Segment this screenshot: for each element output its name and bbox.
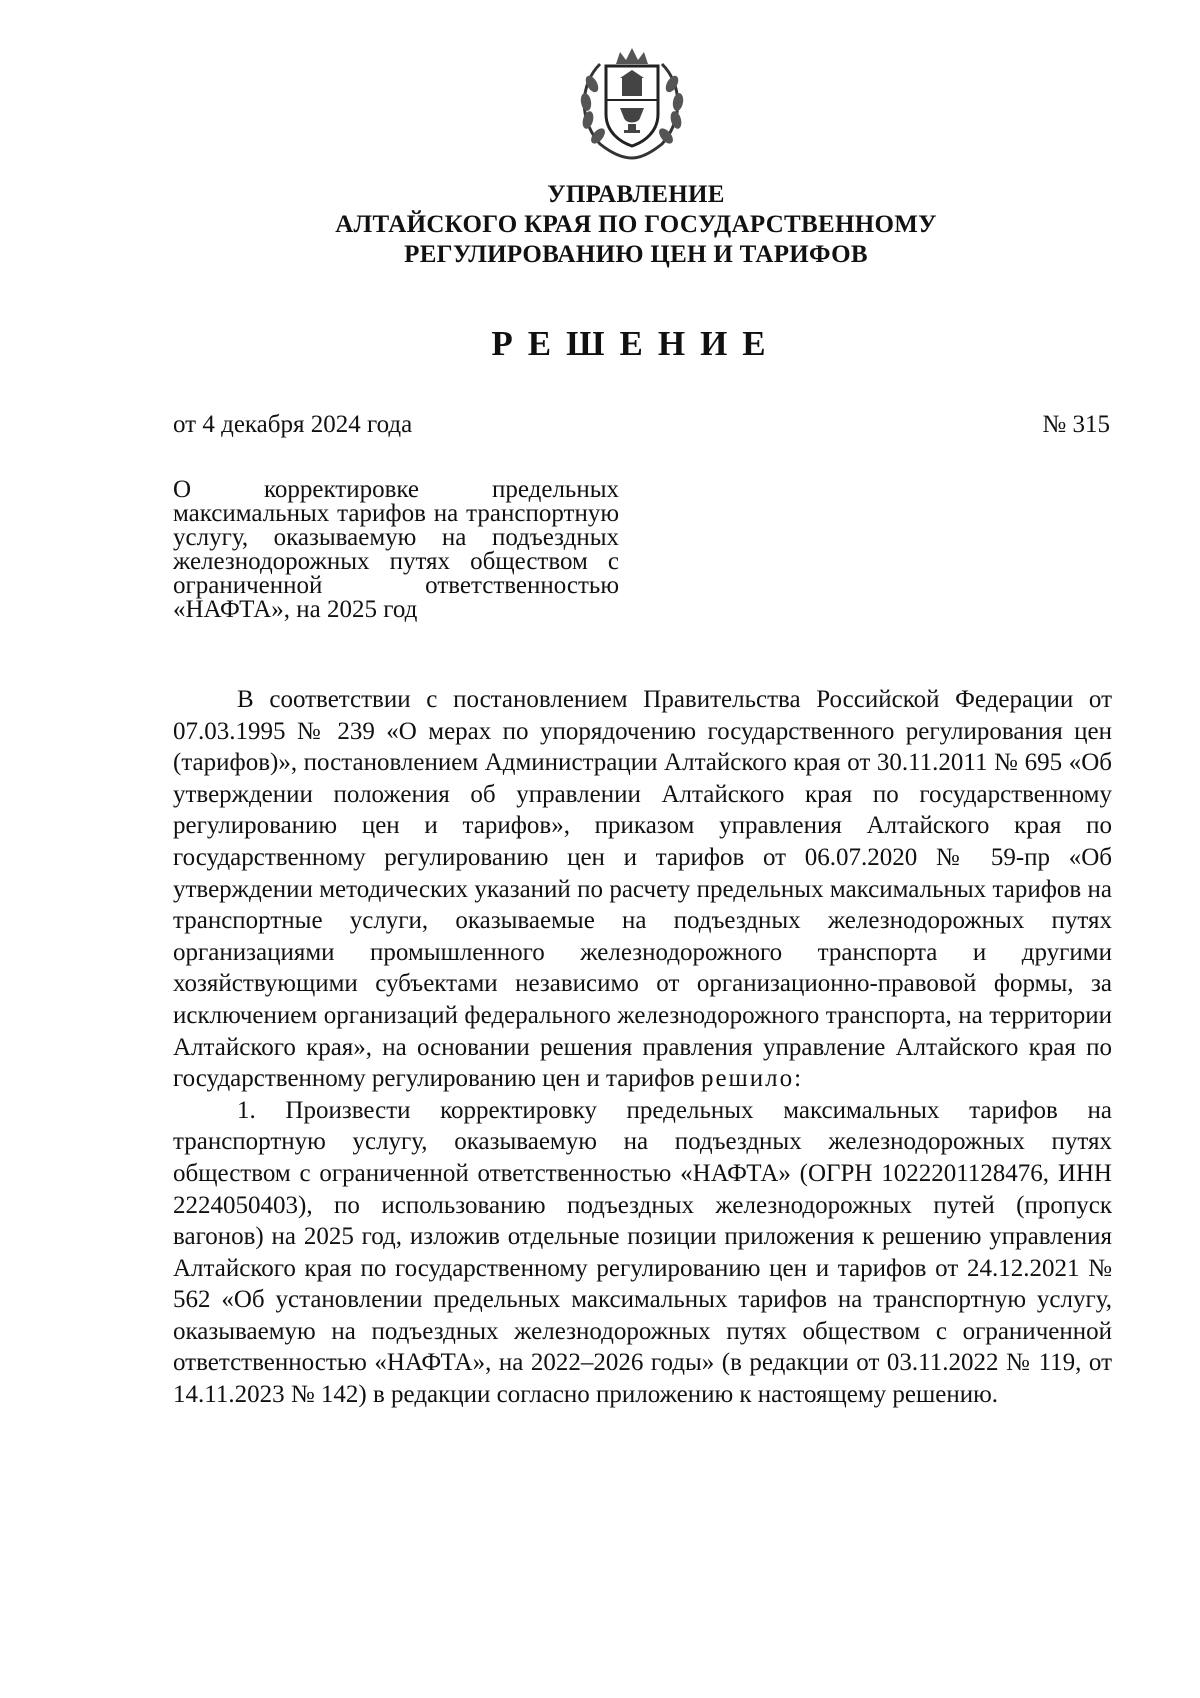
document-number: № 315: [1042, 411, 1110, 438]
preamble-colon: :: [794, 1065, 802, 1093]
agency-name: [0, 180, 1200, 270]
preamble-text: В соответствии с постановлением Правительства Российской Федерации от 07.03.1995 № 239 «О мерах по упорядочению государственного регулирования цен (тарифов)», постановлением Администрации Алтайского края от 30.11.2011 № 695 «Об утверждении положения об управлении Алтайского края по государственному регулированию цен и тарифов», приказом управления Алтайского края по государственному регулированию цен и тарифов от 06.07.2020 № 59-пр «Об утверждении методических указаний по расчету предельных максимальных тарифов на транспортные услуги, оказываемые на подъездных железнодорожных путях организациями промышленного железнодорожного транспорта и другими хозяйствующими субъектами независимо от организационно-правовой формы, за исключением организаций федерального железнодорожного транспорта, на территории Алтайского края», на основании решения правления управление Алтайского края по государственному регулированию цен и тарифов: [173, 686, 1112, 1093]
decided-word: решило: [700, 1065, 795, 1093]
agency-line-3: РЕГУЛИРОВАНИЮ ЦЕН И ТАРИФОВ: [404, 241, 868, 268]
preamble-paragraph: [173, 684, 1112, 1095]
coat-of-arms-emblem: [570, 44, 694, 162]
item-1-paragraph: 1. Произвести корректировку предельных максимальных тарифов на транспортную услугу, оказываемую на подъездных железнодорожных путях обществом с ограниченной ответственностью «НАФТА» (ОГРН 1022201128476, ИНН 2224050403), по использованию подъездных железнодорожных путей (пропуск вагонов) на 2025 год, изложив отдельные позиции приложения к решению управления Алтайского края по государственному регулированию цен и тарифов от 24.12.2021 № 562 «Об установлении предельных максимальных тарифов на транспортную услугу, оказываемую на подъездных железнодорожных путях обществом с ограниченной ответственностью «НАФТА», на 2022–2026 годы» (в редакции от 03.11.2022 № 119, от 14.11.2023 № 142) в редакции согласно приложению к настоящему решению.: [173, 1096, 1112, 1409]
agency-line-1: УПРАВЛЕНИЕ: [547, 181, 725, 208]
document-subject: О корректировке предельных максимальных тарифов на транспортную услугу, оказываемую на подъездных железнодорожных путях обществом с ограниченной ответственностью «НАФТА», на 2025 год: [173, 476, 619, 623]
document-type-title: РЕШЕНИЕ: [491, 324, 781, 363]
agency-line-2: АЛТАЙСКОГО КРАЯ ПО ГОСУДАРСТВЕННОМУ: [335, 211, 937, 238]
document-date: от 4 декабря 2024 года: [173, 411, 413, 438]
document-body: [173, 684, 1112, 1411]
